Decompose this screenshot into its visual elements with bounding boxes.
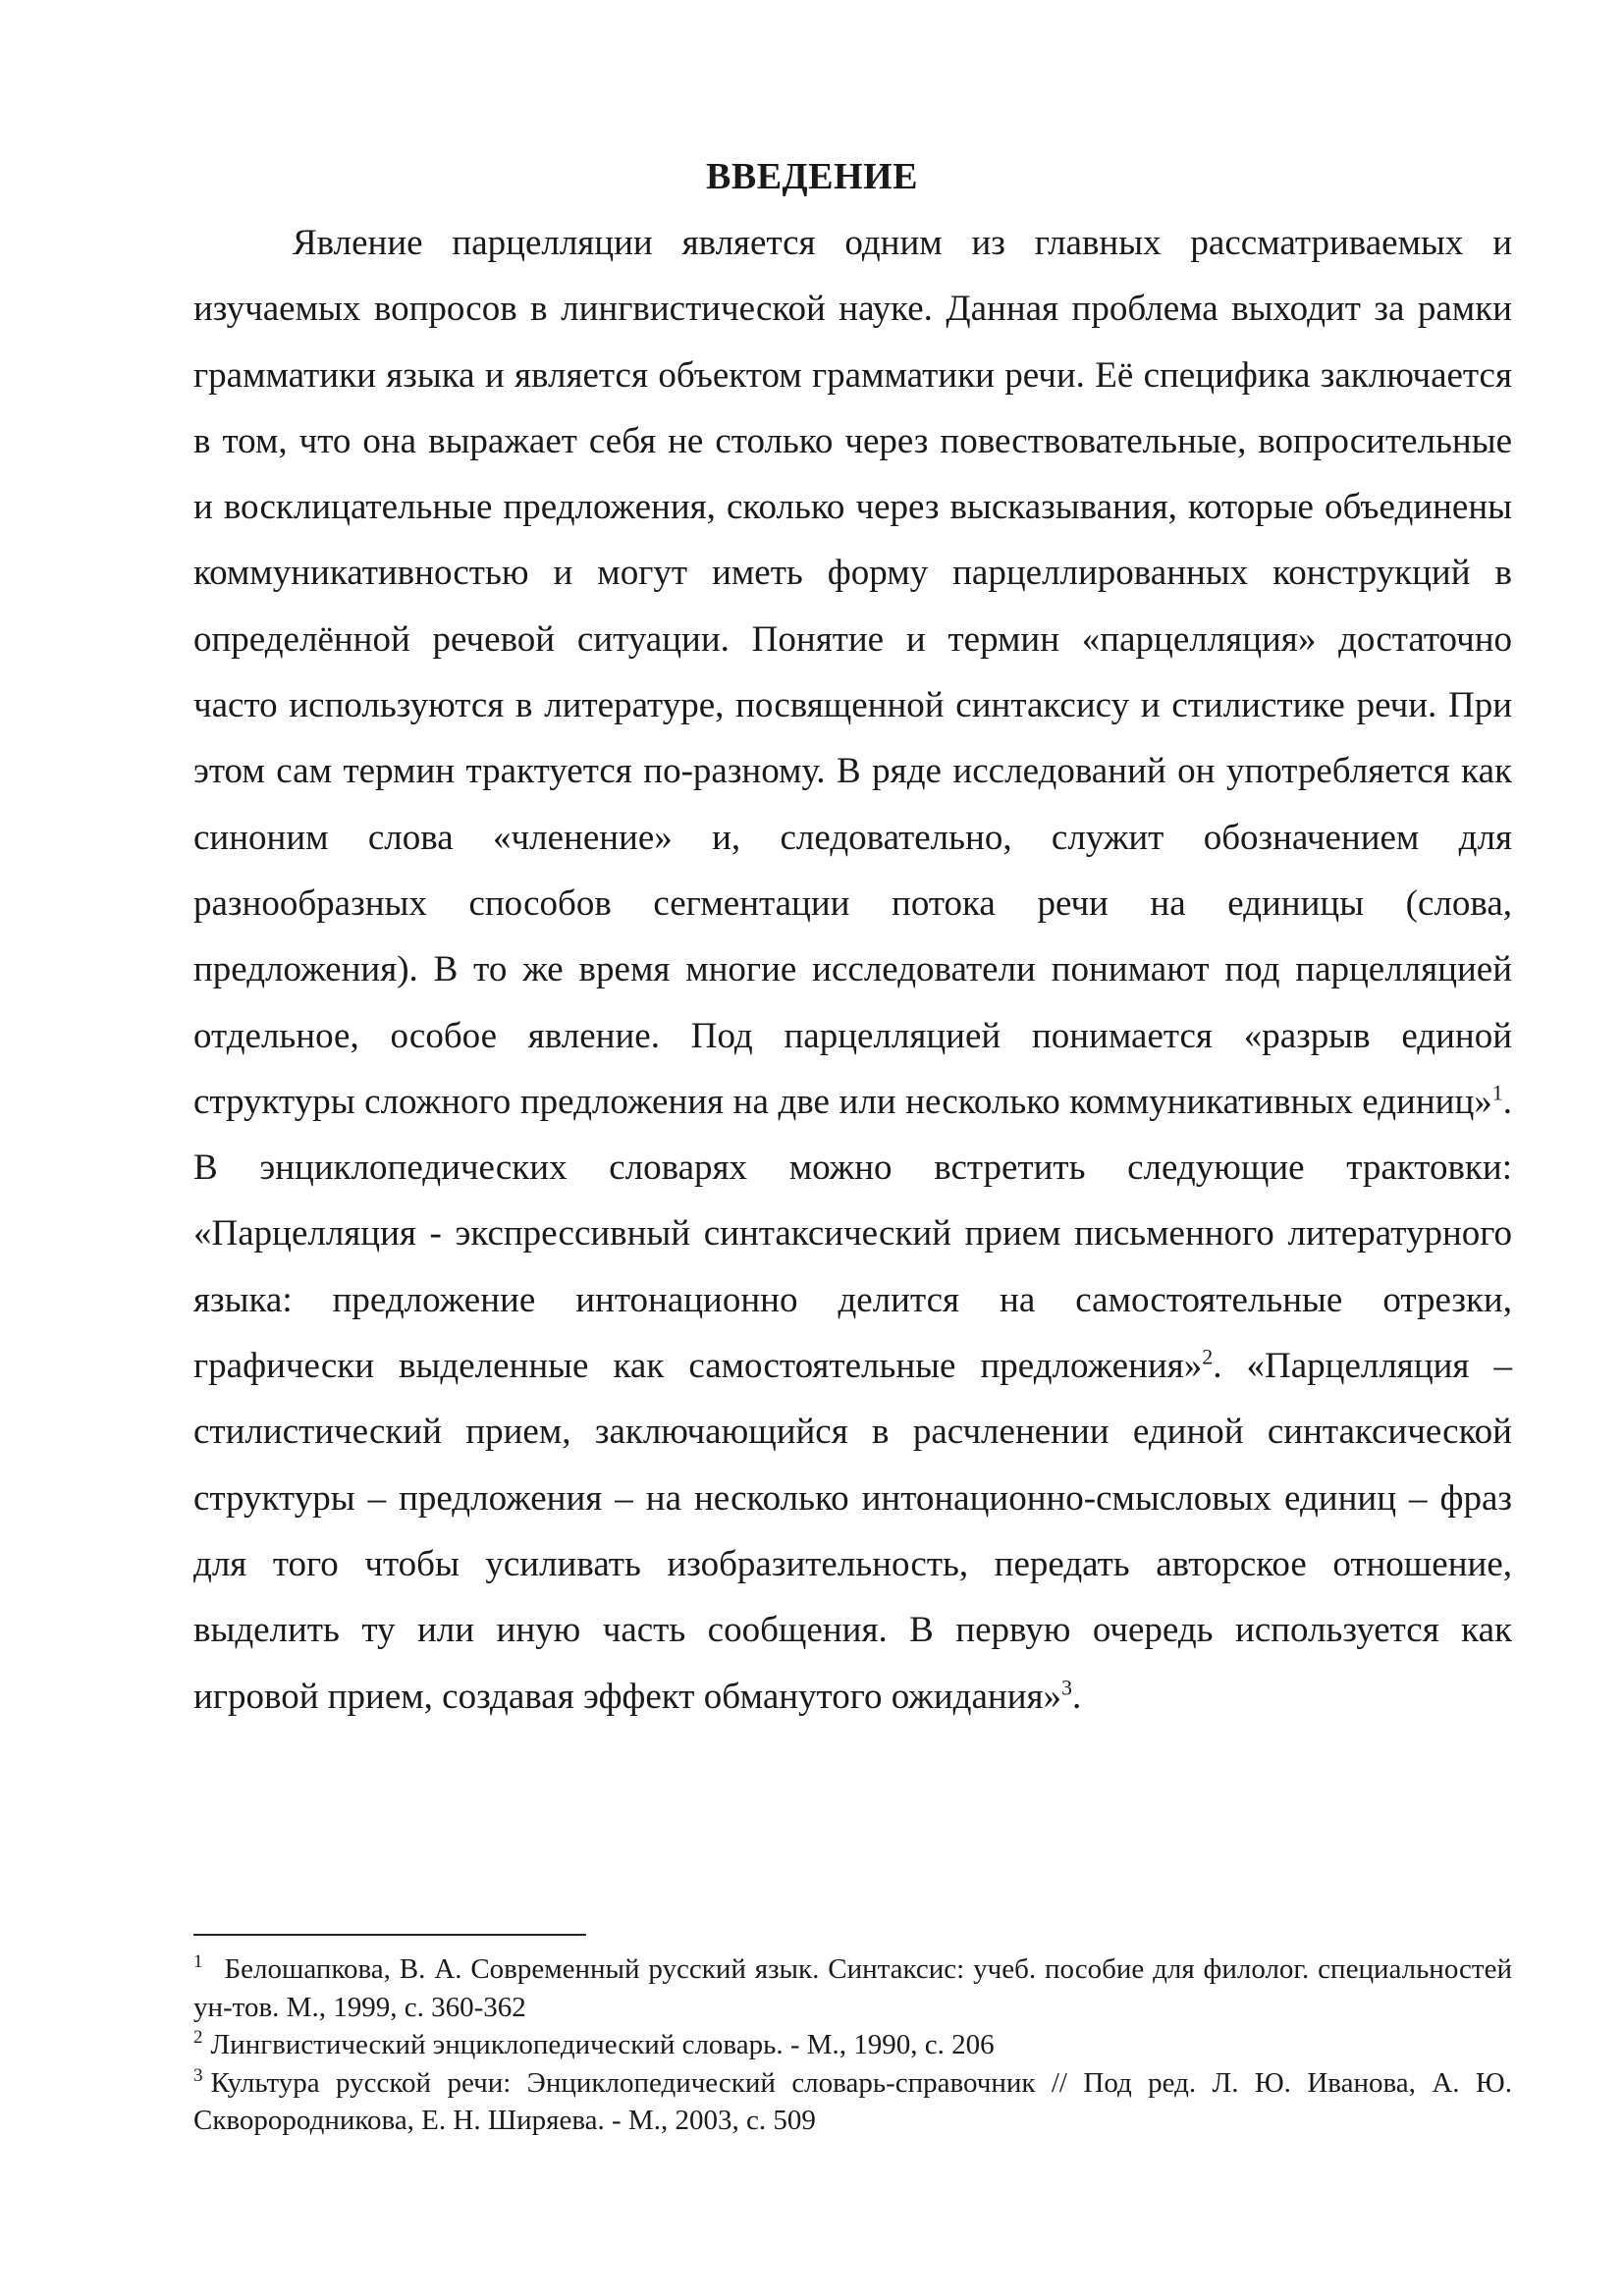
footnote-mark-3: 3 bbox=[193, 2064, 203, 2086]
footnote-mark-1: 1 bbox=[193, 1951, 203, 1973]
footnote-text-1: Белошапкова, В. А. Современный русский язык. Синтаксис: учеб. пособие для филолог. специальностей ун-тов. М., 1999, с. 360-362 bbox=[193, 1953, 1512, 2023]
footnotes bbox=[193, 1950, 1512, 2140]
paragraph-text-2: . В энциклопедических словарях можно встретить следующие трактовки: «Парцелляция - экспрессивный синтаксический прием письменного литературного языка: предложение интонационно делится на самостоятельные отрезки, графически выделенные как самостоятельные предложения» bbox=[193, 1081, 1512, 1387]
footnote-mark-2: 2 bbox=[193, 2027, 203, 2049]
page-title: ВВЕДЕНИЕ bbox=[706, 156, 918, 197]
paragraph-text-3: . «Парцелляция – стилистический прием, заключающийся в расчленении единой синтаксической структуры – предложения – на несколько интонационно-смысловых единиц – фраз для того чтобы усиливать изобразительность, передать авторское отношение, выделить ту или иную часть сообщения. В первую очередь используется как игровой прием, создавая эффект обманутого ожидания» bbox=[193, 1346, 1512, 1717]
footnote-text-2: Лингвистический энциклопедический словарь. - М., 1990, с. 206 bbox=[210, 2029, 995, 2060]
paragraph-text-1: Явление парцелляции является одним из главных рассматриваемых и изучаемых вопросов в лингвистической науке. Данная проблема выходит за рамки грамматики языка и является объектом грамматики речи. Её специфика заключается в том, что она выражает себя не столько через повествовательные, вопросительные и восклицательные предложения, сколько через высказывания, которые объединены коммуникативностью и могут иметь форму парцеллированных конструкций в определённой речевой ситуации. Понятие и термин «парцелляция» достаточно часто используются в литературе, посвященной синтаксису и стилистике речи. При этом сам термин трактуется по-разному. В ряде исследований он употребляется как синоним слова «членение» и, следовательно, служит обозначением для разнообразных способов сегментации потока речи на единицы (слова, предложения). В то же время многие исследователи понимают под парцелляцией отдельное, особое явление. Под парцелляцией понимается «разрыв единой структуры сложного предложения на две или несколько коммуникативных единиц» bbox=[193, 223, 1512, 1122]
intro-paragraph bbox=[193, 210, 1512, 1730]
footnote-1 bbox=[193, 1950, 1512, 2026]
footnote-separator bbox=[193, 1934, 586, 1936]
footnote-ref-1: 1 bbox=[1491, 1080, 1503, 1105]
footnote-2 bbox=[193, 2026, 1512, 2064]
footnote-3 bbox=[193, 2064, 1512, 2140]
footnote-text-3: Культура русской речи: Энциклопедический словарь-справочник // Под ред. Л. Ю. Иванова, А. Ю. Скворородникова, Е. Н. Ширяева. - М., 2003, с. 509 bbox=[193, 2066, 1512, 2136]
paragraph-text-4: . bbox=[1072, 1676, 1082, 1717]
footnote-ref-3: 3 bbox=[1061, 1675, 1073, 1700]
footnote-ref-2: 2 bbox=[1202, 1344, 1214, 1369]
